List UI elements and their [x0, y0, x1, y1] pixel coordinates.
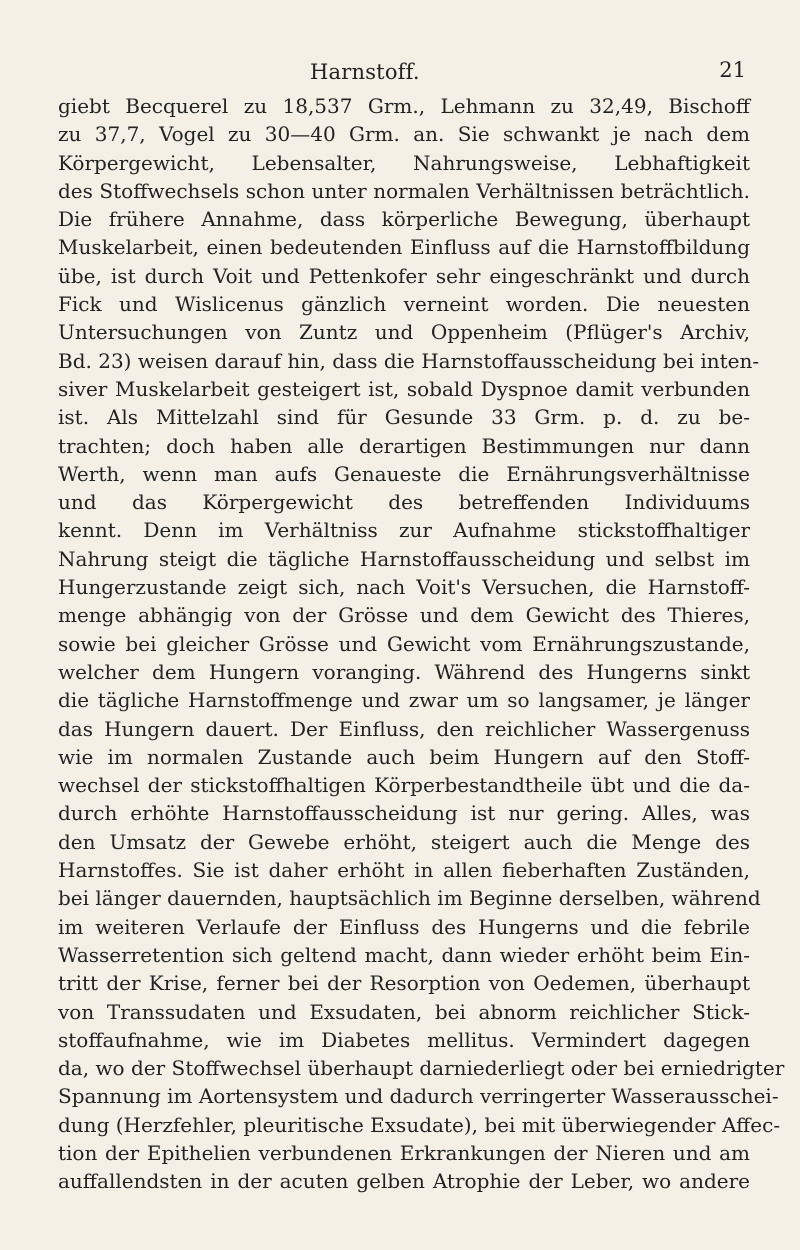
running-title: Harnstoff. [310, 60, 420, 84]
text-line: giebt Becquerel zu 18,537 Grm., Lehmann zu 32,49, Bischoff [58, 94, 750, 118]
text-line: zu 37,7, Vogel zu 30—40 Grm. an. Sie schwankt je nach dem [58, 122, 750, 147]
text-line: das Hungern dauert. Der Einfluss, den reichlicher Wassergenuss [58, 716, 750, 741]
text-line: Muskelarbeit, einen bedeutenden Einfluss auf die Harnstoffbildung [58, 235, 750, 260]
text-line: Die frühere Annahme, dass körperliche Bewegung, überhaupt [58, 207, 750, 232]
text-line: siver Muskelarbeit gesteigert ist, sobald Dyspnoe damit verbunden [58, 376, 750, 401]
text-line: Untersuchungen von Zuntz und Oppenheim (Pflüger's Archiv, [58, 320, 750, 345]
text-line: stoffaufnahme, wie im Diabetes mellitus. Vermindert dagegen [58, 1027, 750, 1052]
text-line: durch erhöhte Harnstoffausscheidung ist nur gering. Alles, was [58, 801, 750, 826]
page-number: 21 [719, 58, 746, 82]
text-line: Harnstoffes. Sie ist daher erhöht in allen fieberhaften Zuständen, [58, 858, 750, 883]
text-line: ist. Als Mittelzahl sind für Gesunde 33 Grm. p. d. zu be- [58, 405, 750, 430]
text-line: auffallendsten in der acuten gelben Atrophie der Leber, wo andere [58, 1169, 750, 1194]
text-line: sowie bei gleicher Grösse und Gewicht vom Ernährungszustande, [58, 631, 750, 656]
text-line: tritt der Krise, ferner bei der Resorption von Oedemen, überhaupt [58, 971, 750, 996]
text-line: menge abhängig von der Grösse und dem Gewicht des Thieres, [58, 603, 750, 628]
text-line: die tägliche Harnstoffmenge und zwar um so langsamer, je länger [58, 688, 750, 713]
text-line: kennt. Denn im Verhältniss zur Aufnahme stickstoffhaltiger [58, 518, 750, 543]
text-line: übe, ist durch Voit und Pettenkofer sehr eingeschränkt und durch [58, 263, 750, 288]
text-line: Nahrung steigt die tägliche Harnstoffausscheidung und selbst im [58, 546, 750, 571]
body-text [58, 92, 785, 1196]
text-line: bei länger dauernden, hauptsächlich im Beginne derselben, während [58, 886, 761, 911]
text-line: des Stoffwechsels schon unter normalen Verhältnissen beträchtlich. [58, 178, 750, 203]
text-line: im weiteren Verlaufe der Einfluss des Hungerns und die febrile [58, 914, 750, 939]
text-line: welcher dem Hungern voranging. Während des Hungerns sinkt [58, 659, 750, 684]
text-line: Bd. 23) weisen darauf hin, dass die Harnstoffausscheidung bei inten- [58, 348, 760, 373]
text-line: wie im normalen Zustande auch beim Hungern auf den Stoff- [58, 744, 750, 769]
text-line: trachten; doch haben alle derartigen Bestimmungen nur dann [58, 433, 750, 458]
text-line: von Transsudaten und Exsudaten, bei abnorm reichlicher Stick- [58, 999, 750, 1024]
text-line: Fick und Wislicenus gänzlich verneint worden. Die neuesten [58, 292, 750, 317]
text-line: den Umsatz der Gewebe erhöht, steigert auch die Menge des [58, 829, 750, 854]
text-line: Wasserretention sich geltend macht, dann wieder erhöht beim Ein- [58, 942, 750, 967]
text-line: tion der Epithelien verbundenen Erkrankungen der Nieren und am [58, 1140, 750, 1165]
text-line: und das Körpergewicht des betreffenden Individuums [58, 490, 750, 515]
text-line: Spannung im Aortensystem und dadurch verringerter Wasserausschei- [58, 1084, 779, 1109]
text-line: da, wo der Stoffwechsel überhaupt darniederliegt oder bei erniedrigter [58, 1056, 785, 1081]
text-line: Werth, wenn man aufs Genaueste die Ernährungsverhältnisse [58, 461, 750, 486]
text-line: dung (Herzfehler, pleuritische Exsudate), bei mit überwiegender Affec- [58, 1112, 781, 1137]
text-line: Körpergewicht, Lebensalter, Nahrungsweise, Lebhaftigkeit [58, 150, 750, 175]
text-line: wechsel der stickstoffhaltigen Körperbestandtheile übt und die da- [58, 773, 750, 798]
text-line: Hungerzustande zeigt sich, nach Voit's Versuchen, die Harnstoff- [58, 575, 750, 600]
